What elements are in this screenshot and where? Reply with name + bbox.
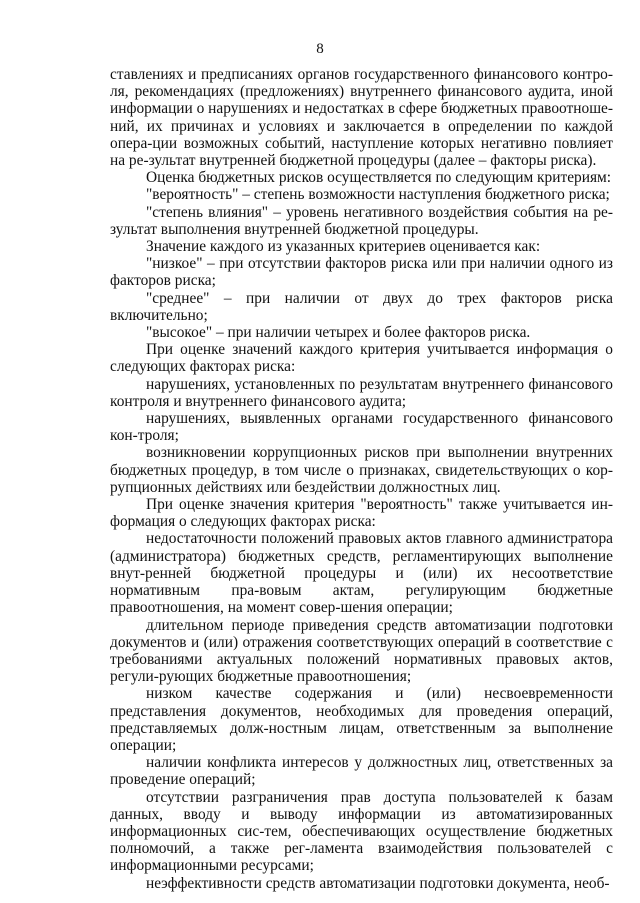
page-number: 8 (316, 41, 324, 57)
paragraph-factor-automation-period: длительном периоде приведения средств автоматизации подготовки документов и (или) отражения соответствующих операций в соответствие с требованиями актуальных положений нормативных правовых актов, регули-рующих бюджетные правоотношения; (110, 616, 613, 686)
paragraph-factor-conflict-of-interest: наличии конфликта интересов у должностных лиц, ответственных за проведение операций; (110, 754, 613, 789)
paragraph-value-low: "низкое" – при отсутствии факторов риска или при наличии одного из факторов риска; (110, 255, 613, 290)
paragraph-factor-corruption: возникновении коррупционных рисков при выполнении внутренних бюджетных процедур, в том числе о признаках, свидетельствующих о кор-рупционных действиях или бездействии должностных лиц. (110, 444, 613, 496)
paragraph-risk-assessment-intro: Оценка бюджетных рисков осуществляется по следующим критериям: (146, 169, 612, 187)
paragraph-factor-document-quality: низком качестве содержания и (или) несвоевременности представления документов, необходимых для проведения операций, представляемых долж-ностным лицам, ответственным за выполнение операции; (110, 685, 613, 754)
paragraph-factor-automation-efficiency: неэффективности средств автоматизации подготовки документа, необ- (146, 874, 610, 892)
paragraph-value-medium: "среднее" – при наличии от двух до трех факторов риска включительно; (110, 289, 613, 324)
paragraph-criteria-values-intro: Значение каждого из указанных критериев оценивается как: (146, 238, 541, 256)
document-body (110, 66, 613, 892)
paragraph-risk-factors-intro: При оценке значений каждого критерия учитывается информация о следующих факторах риска: (110, 341, 613, 376)
paragraph-factor-access-rights: отсутствии разграничения прав доступа пользователей к базам данных, вводу и выводу информации из автоматизированных информационных сис-тем, обеспечивающих осуществление бюджетных полномочий, а также рег-ламента взаимодействия пользователей с информационными ресурсами; (110, 788, 613, 875)
paragraph-criteria-definition: ставлениях и предписаниях органов государственного финансового контро-ля, рекомендациях (предложениях) внутреннего финансового аудита, иной информации о нарушениях и недостатках в сфере бюджетных правоотноше-ний, их причинах и условиях и заключается в определении по каждой опера-ции возможных событий, наступление которых негативно повлияет на ре-зультат внутренней бюджетной процедуры (далее – факторы риска). (110, 66, 613, 170)
paragraph-criterion-impact: "степень влияния" – уровень негативного воздействия события на ре-зультат выполнения внутренней бюджетной процедуры. (110, 203, 613, 238)
paragraph-value-high: "высокое" – при наличии четырех и более факторов риска. (146, 324, 531, 342)
paragraph-probability-factors-intro: При оценке значения критерия "вероятность" также учитывается ин-формация о следующих факторах риска: (110, 496, 613, 531)
paragraph-factor-state-control: нарушениях, выявленных органами государственного финансового кон-троля; (110, 410, 613, 445)
paragraph-factor-internal-control: нарушениях, установленных по результатам внутреннего финансового контроля и внутреннего финансового аудита; (110, 375, 613, 410)
paragraph-criterion-probability: "вероятность" – степень возможности наступления бюджетного риска; (146, 186, 610, 204)
paragraph-factor-legal-acts: недостаточности положений правовых актов главного администратора (администратора) бюджетных средств, регламентирующих выполнение внут-ренней бюджетной процедуры и (или) их несоответствие нормативным пра-вовым актам, регулирующим бюджетные правоотношения, на момент совер-шения операции; (110, 530, 613, 617)
